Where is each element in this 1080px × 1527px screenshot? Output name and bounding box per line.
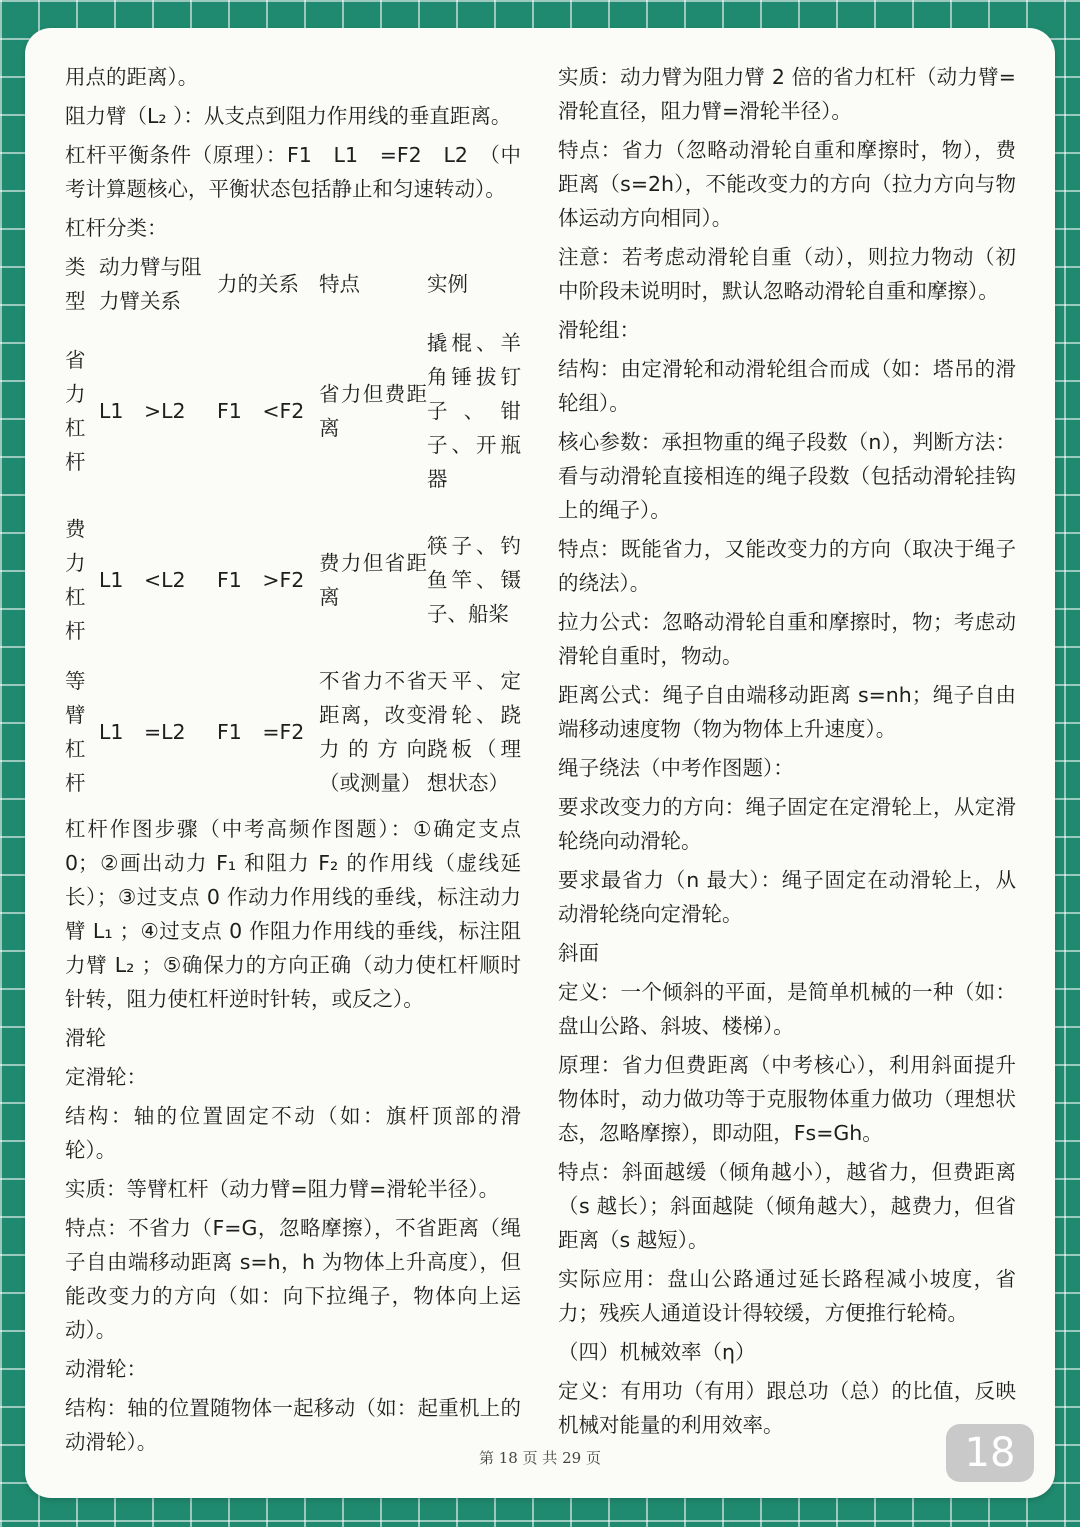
table-cell: 省力杠杆 (65, 348, 86, 474)
table-cell: L1 =L2 (99, 720, 186, 744)
section-heading: 滑轮 (65, 1026, 106, 1050)
page-footer: 第 18 页 共 29 页 (478, 1449, 601, 1467)
table-header-cell: 实例 (427, 272, 468, 296)
table-cell: 不省力不省距离，改变力的方向（或测量） (319, 669, 427, 795)
table-cell: L1 >L2 (99, 399, 186, 423)
section-label: 动滑轮： (65, 1357, 147, 1381)
table-header-cell: 特点 (319, 272, 360, 296)
paragraph: 特点：不省力（F=G，忽略摩擦），不省距离（绳子自由端移动距离 s=h，h 为物体上升高度），但能改变力的方向（如：向下拉绳子，物体向上运动）。 (65, 1216, 521, 1342)
table-cell: 省力但费距离 (319, 382, 427, 440)
section-heading: （四）机械效率（η） (558, 1340, 756, 1364)
section-label: 绳子绕法（中考作图题）： (558, 756, 794, 780)
paragraph: 特点：斜面越缓（倾角越小），越省力，但费距离（s 越长）；斜面越陡（倾角越大），越费力，但省距离（s 越短）。 (558, 1160, 1016, 1252)
paragraph: 定义：一个倾斜的平面，是简单机械的一种（如：盘山公路、斜坡、楼梯）。 (558, 980, 1016, 1038)
table-cell: F1 =F2 (217, 720, 305, 744)
table-cell: F1 >F2 (217, 568, 305, 592)
section-label: 杠杆分类： (65, 216, 168, 240)
table-cell: F1 <F2 (217, 399, 305, 423)
paragraph: 原理：省力但费距离（中考核心），利用斜面提升物体时，动力做功等于克服物体重力做功（理想状态，忽略摩擦），即动阻，Fs=Gh。 (558, 1053, 1016, 1145)
paragraph: 注意：若考虑动滑轮自重（动），则拉力物动（初中阶段未说明时，默认忽略动滑轮自重和摩擦）。 (558, 245, 1016, 303)
table-cell: 等臂杠杆 (65, 669, 86, 795)
paragraph: 距离公式：绳子自由端移动距离 s=nh；绳子自由端移动速度物（物为物体上升速度）。 (558, 683, 1016, 741)
table-header-cell: 力的关系 (217, 272, 299, 296)
paragraph: 结构：轴的位置随物体一起移动（如：起重机上的动滑轮）。 (65, 1396, 521, 1454)
paragraph: 杠杆作图步骤（中考高频作图题）：①确定支点 0；②画出动力 F₁ 和阻力 F₂ 的作用线（虚线延长）；③过支点 0 作动力作用线的垂线，标注动力臂 L₁ ；④过支点 0 作阻力作用线的垂线，标注阻力臂 L₂ ；⑤确保力的方向正确（动力使杠杆顺时针转，阻力使杠杆逆时针转，或反之）。 (65, 817, 521, 1011)
paragraph: 阻力臂（L₂ ）：从支点到阻力作用线的垂直距离。 (65, 104, 512, 128)
page-number-badge: 18 (946, 1424, 1034, 1482)
table-cell: L1 <L2 (99, 568, 186, 592)
paragraph: 用点的距离）。 (65, 65, 199, 89)
paragraph: 结构：轴的位置固定不动（如：旗杆顶部的滑轮）。 (65, 1104, 521, 1162)
table-cell: 撬棍、羊角锤拔钉子、钳子、开瓶器 (427, 331, 521, 491)
paragraph: 结构：由定滑轮和动滑轮组合而成（如：塔吊的滑轮组）。 (558, 357, 1016, 415)
section-label: 定滑轮： (65, 1065, 147, 1089)
paragraph: 实质：动力臂为阻力臂 2 倍的省力杠杆（动力臂=滑轮直径，阻力臂=滑轮半径）。 (558, 65, 1016, 123)
table-cell: 费力但省距离 (319, 551, 427, 609)
table-header-cell: 类型 (65, 255, 86, 313)
paragraph: 定义：有用功（有用）跟总功（总）的比值，反映机械对能量的利用效率。 (558, 1379, 1016, 1437)
paragraph: 要求最省力（n 最大）：绳子固定在动滑轮上，从动滑轮绕向定滑轮。 (558, 868, 1016, 926)
paragraph: 实质：等臂杠杆（动力臂=阻力臂=滑轮半径）。 (65, 1177, 500, 1201)
table-header-row (65, 250, 521, 318)
paragraph: 核心参数：承担物重的绳子段数（n），判断方法：看与动滑轮直接相连的绳子段数（包括动滑轮挂钩上的绳子）。 (558, 430, 1016, 522)
table-row (65, 504, 521, 656)
lever-classification-table (65, 250, 521, 808)
paragraph: 实际应用：盘山公路通过延长路程减小坡度，省力；残疾人通道设计得较缓，方便推行轮椅。 (558, 1267, 1016, 1325)
paragraph: 拉力公式：忽略动滑轮自重和摩擦时，物；考虑动滑轮自重时，物动。 (558, 610, 1016, 668)
paragraph: 杠杆平衡条件（原理）：F1 L1 =F2 L2 （中考计算题核心，平衡状态包括静止和匀速转动）。 (65, 143, 521, 201)
table-cell: 天平、定滑轮、跷跷板（理想状态） (427, 669, 521, 795)
paragraph: 特点：既能省力，又能改变力的方向（取决于绳子的绕法）。 (558, 537, 1016, 595)
table-cell: 费力杠杆 (65, 517, 86, 643)
document-page (25, 28, 1055, 1498)
table-row (65, 318, 521, 504)
table-row (65, 656, 521, 808)
section-label: 滑轮组： (558, 318, 640, 342)
table-header-cell: 动力臂与阻力臂关系 (99, 255, 202, 313)
right-column (558, 60, 1016, 1447)
paragraph: 要求改变力的方向：绳子固定在定滑轮上，从定滑轮绕向动滑轮。 (558, 795, 1016, 853)
table-cell: 筷子、钓鱼竿、镊子、船桨 (427, 534, 521, 626)
paragraph: 特点：省力（忽略动滑轮自重和摩擦时，物），费距离（s=2h），不能改变力的方向（拉力方向与物体运动方向相同）。 (558, 138, 1016, 230)
section-heading: 斜面 (558, 941, 599, 965)
left-column (65, 60, 521, 1464)
